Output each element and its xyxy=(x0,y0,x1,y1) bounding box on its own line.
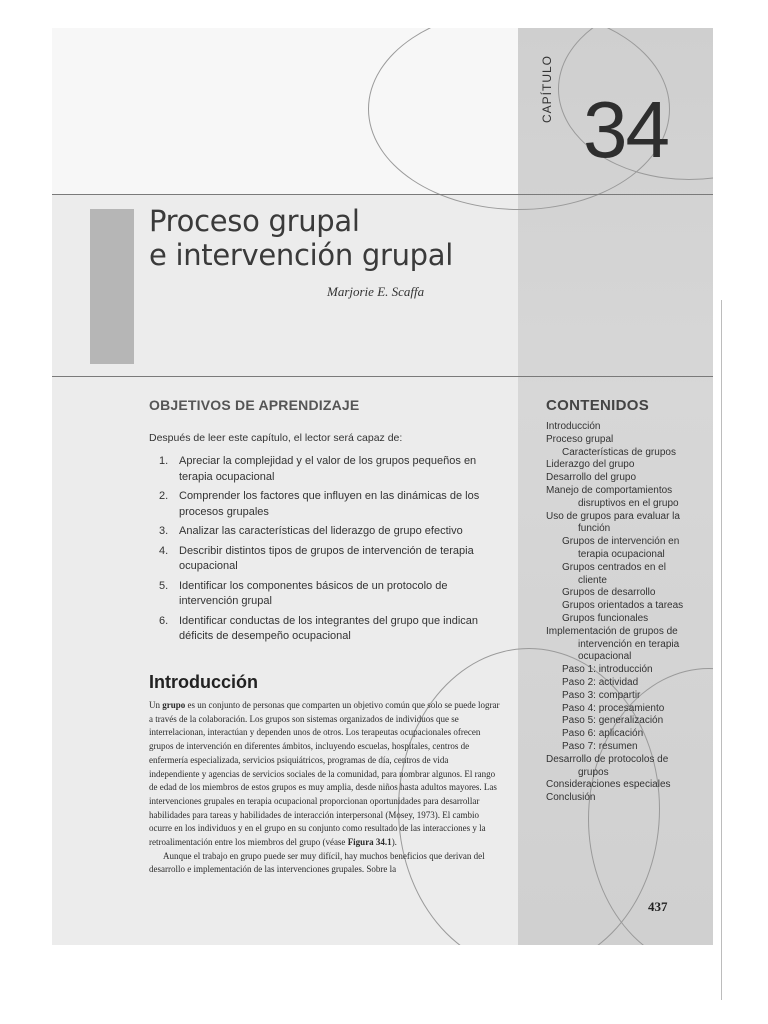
contents-item: Introducción xyxy=(546,421,601,432)
contents-item: Características de grupos xyxy=(562,446,676,458)
objective-text: Identificar conductas de los integrantes del grupo que indican déficits de desempeño ocupacional xyxy=(179,614,479,642)
contents-item: Implementación de grupos de xyxy=(546,625,678,637)
objectives-intro: Después de leer este capítulo, el lector será capaz de: xyxy=(149,432,403,444)
contents-item: Paso 7: resumen xyxy=(562,740,638,752)
objective-text: Apreciar la complejidad y el valor de los grupos pequeños en terapia ocupacional xyxy=(179,455,477,483)
objective-text: Describir distintos tipos de grupos de intervención de terapia ocupacional xyxy=(179,544,474,572)
bold-term: grupo xyxy=(162,700,186,710)
title-line: Proceso grupal xyxy=(149,204,360,238)
chapter-number: 34 xyxy=(583,85,668,174)
contents-item: Desarrollo de protocolos de xyxy=(546,753,669,765)
body-text xyxy=(149,699,500,877)
contents-item: Paso 2: actividad xyxy=(562,676,639,688)
contents-item: función xyxy=(578,523,611,535)
contents-item: ocupacional xyxy=(578,651,632,663)
contents-item: Desarrollo del grupo xyxy=(546,472,637,484)
contents-item: Grupos de desarrollo xyxy=(562,587,656,599)
title-line: e intervención grupal xyxy=(149,238,454,272)
objective-text: Identificar los componentes básicos de un protocolo de intervención grupal xyxy=(179,579,448,607)
contents-item: Consideraciones especiales xyxy=(546,779,671,791)
objective-number: 3. xyxy=(159,525,169,537)
contents-item: Grupos de intervención en xyxy=(562,536,680,548)
objectives-list xyxy=(149,454,509,649)
objective-number: 5. xyxy=(159,579,169,592)
objective-item xyxy=(149,454,509,485)
scan-edge xyxy=(721,300,722,1000)
contents-list xyxy=(546,421,706,805)
contents-item: Paso 1: introducción xyxy=(562,664,653,676)
contents-item: Grupos orientados a tareas xyxy=(562,600,684,612)
contents-item: disruptivos en el grupo xyxy=(578,497,679,509)
text-run: Un xyxy=(149,700,163,710)
contents-heading: CONTENIDOS xyxy=(546,397,650,414)
contents-item: grupos xyxy=(578,766,609,778)
divider xyxy=(52,194,713,195)
divider xyxy=(52,376,713,377)
objective-text: Comprender los factores que influyen en las dinámicas de los procesos grupales xyxy=(179,490,480,518)
contents-item: Manejo de comportamientos xyxy=(546,484,673,496)
objective-item xyxy=(149,489,509,520)
objective-item xyxy=(149,614,509,645)
contents-item: terapia ocupacional xyxy=(578,548,665,560)
contents-item: Paso 6: aplicación xyxy=(562,728,644,740)
objective-item xyxy=(149,544,509,575)
title-accent-bar xyxy=(90,209,134,364)
contents-item: cliente xyxy=(578,574,607,586)
chapter-title xyxy=(149,204,453,272)
contents-item: Paso 5: generalización xyxy=(562,715,664,727)
contents-item: intervención en terapia xyxy=(578,638,680,650)
objective-text: Analizar las características del liderazgo de grupo efectivo xyxy=(179,525,463,537)
page-number: 437 xyxy=(648,899,668,914)
contents-item: Liderazgo del grupo xyxy=(546,459,635,471)
book-page xyxy=(52,28,713,945)
author: Marjorie E. Scaffa xyxy=(327,284,425,299)
chapter-label: CAPÍTULO xyxy=(540,54,554,123)
contents-item: Paso 4: procesamiento xyxy=(562,702,665,714)
contents-item: Uso de grupos para evaluar la xyxy=(546,510,680,522)
objective-number: 1. xyxy=(159,455,169,467)
contents-item: Grupos funcionales xyxy=(562,612,649,624)
text-run: ). xyxy=(391,837,397,848)
section-heading: Introducción xyxy=(149,672,258,692)
objectives-heading: OBJETIVOS DE APRENDIZAJE xyxy=(149,397,360,413)
contents-item: Grupos centrados en el xyxy=(562,561,666,573)
objective-number: 6. xyxy=(159,614,169,627)
contents-item: Proceso grupal xyxy=(546,433,614,445)
paragraph xyxy=(149,699,500,850)
objective-number: 4. xyxy=(159,544,169,557)
contents-item: Paso 3: compartir xyxy=(562,689,641,701)
contents-item: Conclusión xyxy=(546,792,596,804)
objective-item xyxy=(149,524,509,540)
paragraph: Aunque el trabajo en grupo puede ser muy difícil, hay muchos beneficios que derivan del desarrollo e implementación de las intervenciones grupales. Sobre la xyxy=(149,850,485,875)
figure-reference: Figura 34.1 xyxy=(347,837,392,848)
objective-number: 2. xyxy=(159,490,169,502)
objective-item xyxy=(149,579,509,610)
text-run: es un conjunto de personas que comparten un objetivo común que solo se puede lograr a través de la colaboración. Los grupos son sistemas organizados de individuos que se interrelacionan, interactúan y dependen unos de otros. Los terapeutas ocupacionales ofrecen grupos de intervención en diferentes ámbitos, incluyendo escuelas, hospitales, centros de enfermería especializada, servicios psiquiátricos, programas de día, centros de vida independiente y agencias de servicios sociales de la comunidad, para nombrar algunos. El rango de edad de los miembros de estos grupos es muy amplia, desde niños hasta adultos mayores. Las intervenciones grupales en terapia ocupacional proporcionan oportunidades para desarrollar habilidades para tareas y habilidades de interacción interpersonal (Mosey, 1973). El cambio ocurre en los individuos y en el grupo en su conjunto como resultado de las interacciones y la retroalimentación entre los miembros del grupo (véase xyxy=(149,700,500,848)
